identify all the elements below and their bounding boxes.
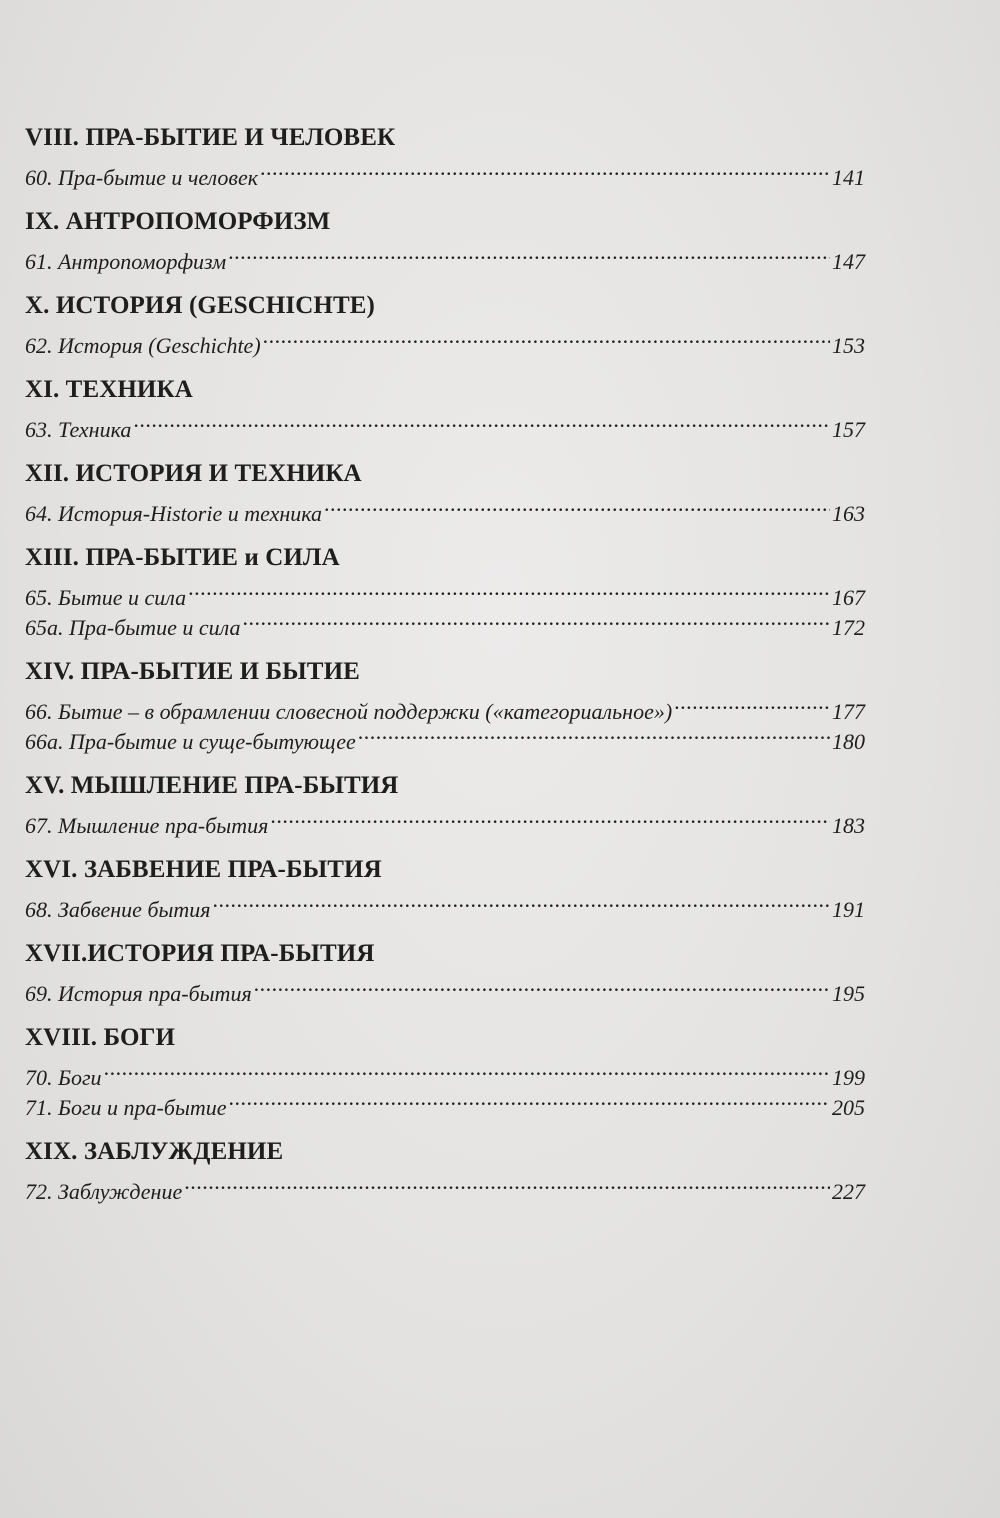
entry-label: 72. Заблуждение (25, 1179, 183, 1204)
section-title: XI. ТЕХНИКА (25, 376, 193, 403)
section-title: XVIII. БОГИ (25, 1024, 176, 1051)
toc-entry[interactable] (25, 575, 865, 610)
toc-section (25, 121, 865, 190)
toc-entry[interactable] (25, 803, 865, 838)
toc-entry[interactable] (25, 887, 865, 922)
entry-page-number: 191 (832, 897, 865, 922)
toc-entry[interactable] (25, 239, 865, 274)
entry-page-number: 227 (832, 1179, 865, 1204)
dot-leader (242, 605, 830, 635)
entry-page-number: 153 (832, 333, 865, 358)
section-title: XVII.ИСТОРИЯ ПРА-БЫТИЯ (25, 940, 375, 967)
dot-leader (188, 575, 830, 605)
table-of-contents (25, 121, 865, 1204)
section-title: XVI. ЗАБВЕНИЕ ПРА-БЫТИЯ (25, 856, 382, 883)
toc-entry[interactable] (25, 491, 865, 526)
entry-label: 65а. Пра-бытие и сила (25, 615, 241, 640)
toc-section (25, 289, 865, 358)
dot-leader (229, 1085, 830, 1115)
entry-page-number: 180 (832, 729, 865, 754)
entry-page-number: 205 (832, 1095, 865, 1120)
toc-entry[interactable] (25, 689, 865, 724)
entry-page-number: 163 (832, 501, 865, 526)
toc-entry[interactable] (25, 1055, 865, 1090)
dot-leader (228, 239, 830, 269)
toc-section (25, 457, 865, 526)
section-title: XIII. ПРА-БЫТИЕ и СИЛА (25, 544, 340, 571)
entry-page-number: 167 (832, 585, 865, 610)
entry-page-number: 172 (832, 615, 865, 640)
toc-entry[interactable] (25, 323, 865, 358)
toc-section (25, 853, 865, 922)
dot-leader (263, 323, 830, 353)
section-title: VIII. ПРА-БЫТИЕ И ЧЕЛОВЕК (25, 124, 396, 151)
dot-leader (270, 803, 830, 833)
entry-page-number: 147 (832, 249, 865, 274)
section-title: XII. ИСТОРИЯ И ТЕХНИКА (25, 460, 362, 487)
section-title: XIV. ПРА-БЫТИЕ И БЫТИЕ (25, 658, 360, 685)
entry-label: 65. Бытие и сила (25, 585, 187, 610)
dot-leader (254, 971, 830, 1001)
entry-page-number: 141 (832, 165, 865, 190)
entry-label: 60. Пра-бытие и человек (25, 165, 259, 190)
dot-leader (104, 1055, 830, 1085)
toc-section (25, 1135, 865, 1204)
toc-entry[interactable] (25, 971, 865, 1006)
entry-label: 63. Техника (25, 417, 132, 442)
dot-leader (133, 407, 830, 437)
entry-page-number: 177 (832, 699, 865, 724)
dot-leader (213, 887, 830, 917)
dot-leader (674, 689, 830, 719)
entry-label: 66. Бытие – в обрамлении словесной поддержки («категориальное») (25, 699, 673, 724)
section-title: XV. МЫШЛЕНИЕ ПРА-БЫТИЯ (25, 772, 399, 799)
section-title: X. ИСТОРИЯ (GESCHICHTE) (25, 292, 375, 319)
toc-entry[interactable] (25, 1085, 865, 1120)
entry-page-number: 199 (832, 1065, 865, 1090)
dot-leader (358, 719, 830, 749)
toc-section (25, 205, 865, 274)
section-title: IX. АНТРОПОМОРФИЗМ (25, 208, 331, 235)
entry-page-number: 157 (832, 417, 865, 442)
entry-label: 66а. Пра-бытие и суще-бытующее (25, 729, 356, 754)
entry-label: 69. История пра-бытия (25, 981, 252, 1006)
entry-label: 71. Боги и пра-бытие (25, 1095, 227, 1120)
entry-label: 62. История (Geschichte) (25, 333, 261, 358)
entry-label: 64. История-Historie и техника (25, 501, 322, 526)
toc-section (25, 373, 865, 442)
entry-label: 70. Боги (25, 1065, 102, 1090)
entry-label: 61. Антропоморфизм (25, 249, 227, 274)
toc-entry[interactable] (25, 155, 865, 190)
entry-label: 67. Мышление пра-бытия (25, 813, 269, 838)
toc-section (25, 769, 865, 838)
entry-page-number: 183 (832, 813, 865, 838)
toc-entry[interactable] (25, 1169, 865, 1204)
dot-leader (260, 155, 830, 185)
toc-section (25, 937, 865, 1006)
section-title: XIX. ЗАБЛУЖДЕНИЕ (25, 1138, 284, 1165)
entry-page-number: 195 (832, 981, 865, 1006)
dot-leader (184, 1169, 830, 1199)
toc-section (25, 541, 865, 640)
toc-section (25, 655, 865, 754)
toc-section (25, 1021, 865, 1120)
dot-leader (324, 491, 830, 521)
toc-entry[interactable] (25, 407, 865, 442)
entry-label: 68. Забвение бытия (25, 897, 211, 922)
